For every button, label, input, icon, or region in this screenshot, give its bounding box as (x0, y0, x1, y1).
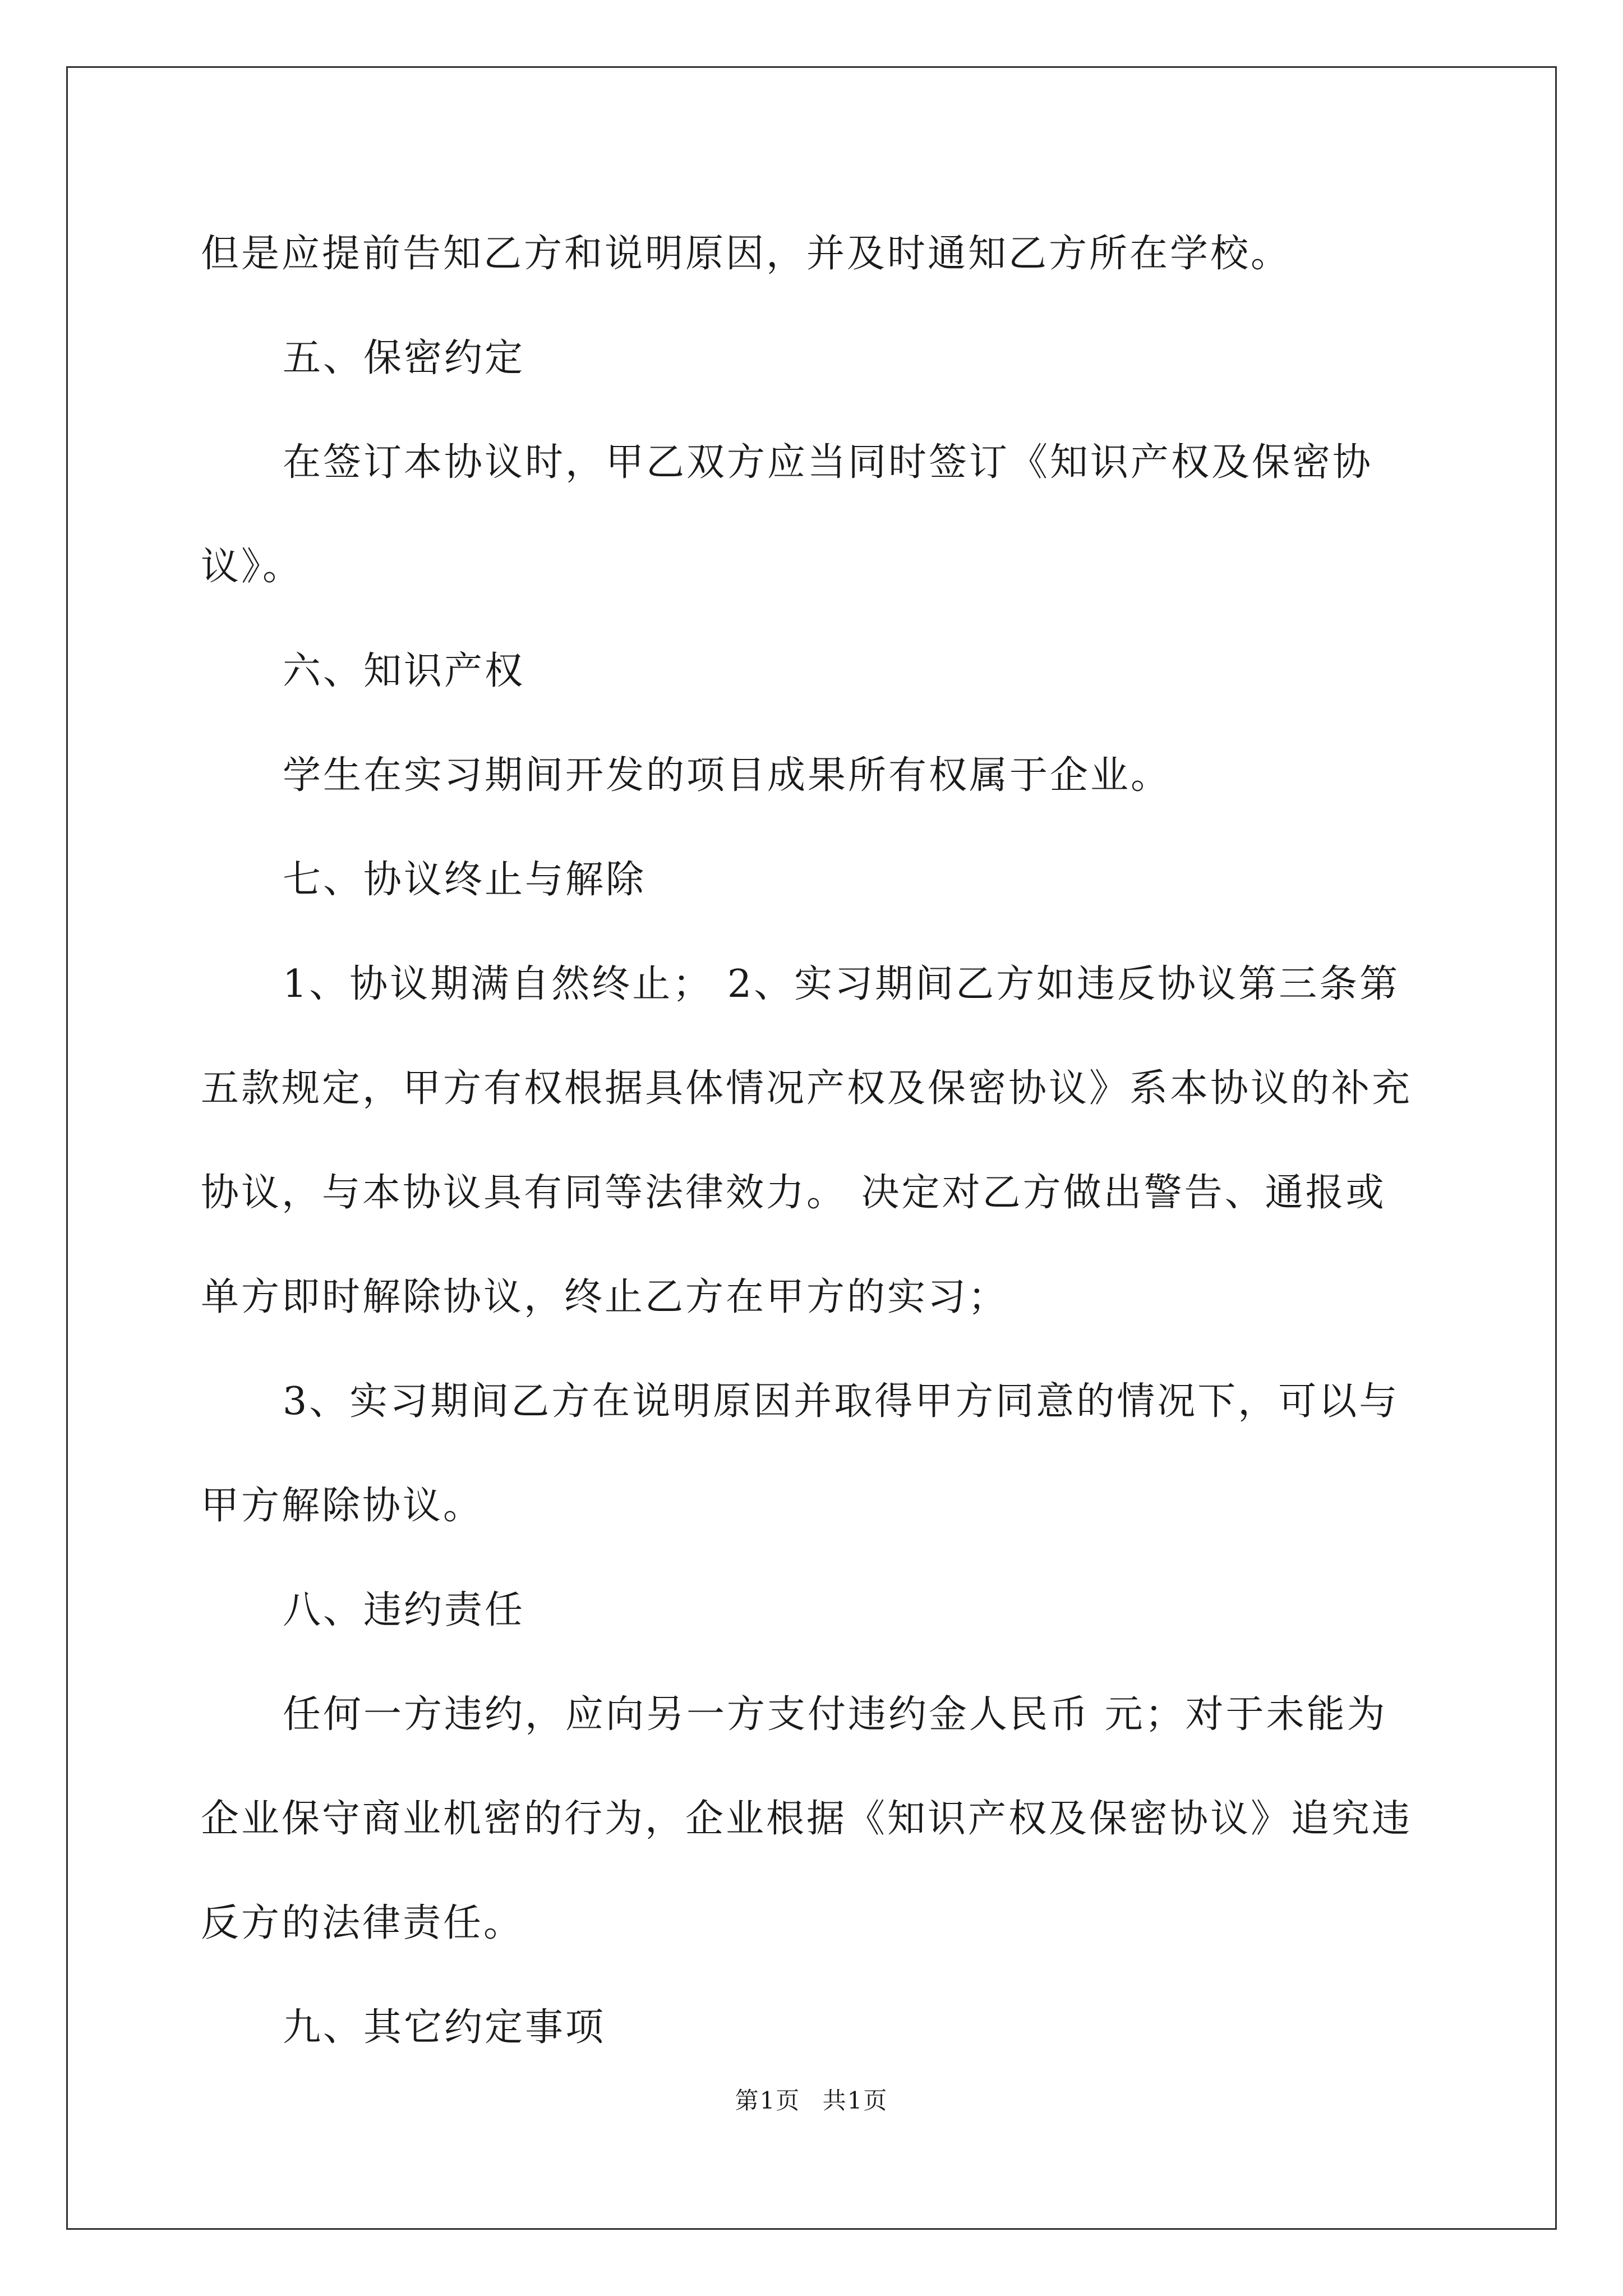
document-body (201, 202, 1423, 2080)
section-heading-7: 七、协议终止与解除 (283, 858, 647, 902)
page-current: 第1页 (735, 2087, 801, 2114)
page-total: 共1页 (822, 2087, 888, 2114)
page-footer (0, 2082, 1623, 2116)
paragraph-confidentiality: 在签订本协议时，甲乙双方应当同时签订《知识产权及保密协议》。 (201, 440, 1373, 589)
section-heading-8: 八、违约责任 (283, 1588, 525, 1632)
paragraph-ip: 学生在实习期间开发的项目成果所有权属于企业。 (283, 753, 1172, 798)
section-heading-5: 五、保密约定 (283, 336, 525, 380)
section-heading-9: 九、其它约定事项 (283, 2005, 606, 2050)
section-heading-6: 六、知识产权 (283, 649, 525, 693)
paragraph-liability: 任何一方违约，应向另一方支付违约金人民币 元；对于未能为企业保守商业机密的行为，企业根据《知识产权及保密协议》追究违反方的法律责任。 (201, 1692, 1413, 1945)
paragraph-1: 但是应提前告知乙方和说明原因，并及时通知乙方所在学校。 (201, 232, 1292, 276)
paragraph-termination-1-2: 1、协议期满自然终止； 2、实习期间乙方如违反协议第三条第五款规定，甲方有权根据具体情况产权及保密协议》系本协议的补充协议，与本协议具有同等法律效力。 决定对乙方做出警告、通报或单方即时解除协议，终止乙方在甲方的实习； (201, 962, 1413, 1319)
paragraph-termination-3: 3、实习期间乙方在说明原因并取得甲方同意的情况下，可以与甲方解除协议。 (201, 1379, 1400, 1528)
